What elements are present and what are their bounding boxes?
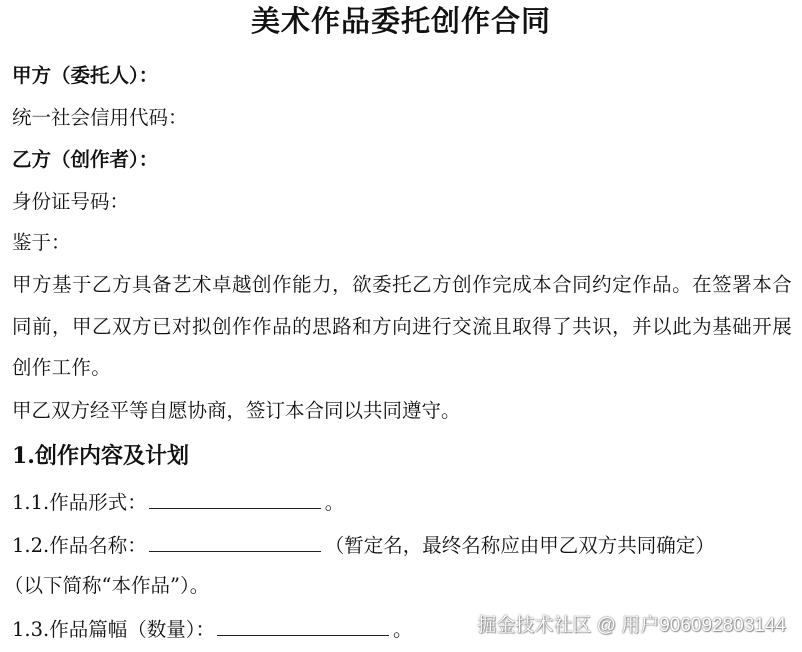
clause-1-2: [12, 531, 715, 559]
artwork-length-blank[interactable]: [217, 615, 389, 636]
id-number-label: 身份证号码：: [12, 190, 130, 213]
whereas-paragraph: 甲方基于乙方具备艺术卓越创作能力，欲委托乙方创作完成本合同约定作品。在签署本合同前，甲乙双方已对拟创作作品的思路和方向进行交流且取得了共识，并以此为基础开展创作工作。: [12, 273, 792, 379]
whereas-label: 鉴于：: [12, 231, 71, 254]
clause-1-2-label: 1.2.作品名称：: [12, 534, 147, 557]
clause-1-3: [12, 615, 412, 643]
artwork-name-blank[interactable]: [149, 531, 321, 552]
watermark-text: 掘金技术社区 @ 用户906092803144: [477, 615, 786, 636]
credit-code-label: 统一社会信用代码：: [12, 106, 188, 129]
clause-1-1-suffix: 。: [324, 491, 345, 514]
clause-1-1: [12, 488, 344, 516]
document-title: 美术作品委托创作合同: [250, 4, 551, 38]
party-b-label: 乙方（创作者）：: [12, 148, 159, 171]
section-1-heading: 1.创作内容及计划: [12, 443, 189, 469]
clause-1-1-label: 1.1.作品形式：: [12, 491, 147, 514]
clause-1-2-suffix: （暂定名，最终名称应由甲乙双方共同确定）: [324, 534, 715, 557]
party-a-label: 甲方（委托人）：: [12, 64, 159, 87]
clause-1-3-label: 1.3.作品篇幅（数量）：: [12, 618, 215, 641]
clause-1-3-suffix: 。: [392, 618, 413, 641]
clause-1-2-continuation: （以下简称“本作品”）。: [4, 574, 210, 597]
agreement-statement: 甲乙双方经平等自愿协商，签订本合同以共同遵守。: [12, 399, 461, 422]
artwork-form-blank[interactable]: [149, 488, 321, 509]
